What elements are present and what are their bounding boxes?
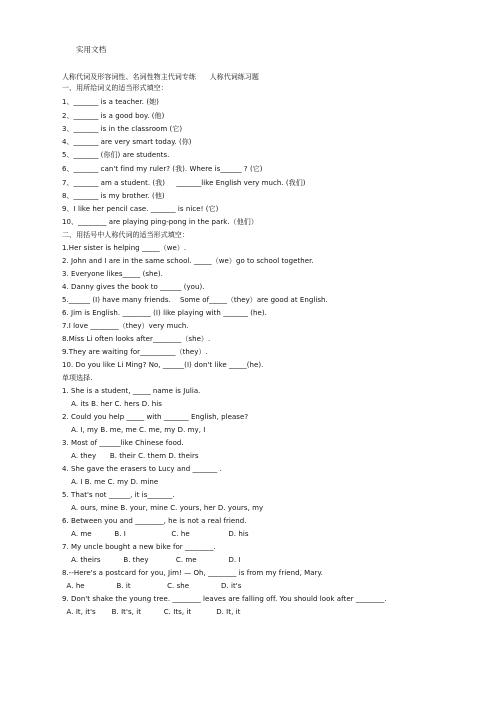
question: 1. She is a student, _____ name is Julia. xyxy=(62,387,201,395)
exercise-item: 9、I like her pencil case. _______ is nice! (它) xyxy=(62,205,219,213)
question: 3. Most of ______like Chinese food. xyxy=(62,439,184,447)
exercise-item: 7.I love ________（they）very much. xyxy=(62,322,189,330)
exercise-item: 10、________ are playing ping-pong in the park.（他们） xyxy=(62,218,258,226)
exercise-item: 5.______ (I) have many friends. Some of_____（they）are good at English. xyxy=(62,296,328,304)
section-heading: 二、用括号中人称代词的适当形式填空： xyxy=(62,231,189,239)
answer-options: A. they B. their C. them D. theirs xyxy=(62,452,199,460)
exercise-item: 2. John and I are in the same school. _____（we）go to school together. xyxy=(62,257,314,265)
question: 6. Between you and ________, he is not a real friend. xyxy=(62,517,247,525)
exercise-item: 6、_______ can't find my ruler? (我). Where is______ ? (它) xyxy=(62,165,263,173)
section-heading: 单项选择. xyxy=(62,374,93,382)
page-header: 实用文档 xyxy=(76,45,107,54)
exercise-item: 4、_______ are very smart today. (你) xyxy=(62,138,192,146)
question: 8.--Here's a postcard for you, Jim! — Oh, ________ is from my friend, Mary. xyxy=(62,569,323,577)
exercise-item: 5、_______ (你们) are students. xyxy=(62,151,170,159)
question: 4. She gave the erasers to Lucy and _______ . xyxy=(62,465,222,473)
exercise-item: 8.Miss Li often looks after________（she）. xyxy=(62,335,211,343)
exercise-item: 4. Danny gives the book to ______ (you). xyxy=(62,283,205,291)
answer-options: A. its B. her C. hers D. his xyxy=(62,400,162,408)
exercise-item: 3. Everyone likes_____ (she). xyxy=(62,270,163,278)
exercise-item: 10. Do you like Li Ming? No, ______(I) don't like _____(he). xyxy=(62,361,264,369)
answer-options: A. It, it's B. It's, it C. Its, it D. It, it xyxy=(62,608,241,616)
answer-options: A. me B. I C. he D. his xyxy=(62,530,249,538)
exercise-item: 1、_______ is a teacher. (她) xyxy=(62,98,159,106)
document-title: 人称代词及形容词性、名词性物主代词专练 人称代词练习题 xyxy=(62,73,259,81)
section-heading: 一、用所给词义的适当形式填空： xyxy=(62,84,168,92)
question: 5. That's not ______, it is_______. xyxy=(62,491,175,499)
exercise-item: 7、_______ am a student. (我) _______like English very much. (我们) xyxy=(62,179,306,187)
question: 7. My uncle bought a new bike for ________. xyxy=(62,543,216,551)
answer-options: A. I, my B. me, me C. me, my D. my, I xyxy=(62,426,206,434)
answer-options: A. I B. me C. my D. mine xyxy=(62,478,159,486)
question: 9. Don't shake the young tree. ________ leaves are falling off. You should look after ________. xyxy=(62,595,387,603)
answer-options: A. ours, mine B. your, mine C. yours, her D. yours, my xyxy=(62,504,264,512)
exercise-item: 3、_______ is in the classroom (它) xyxy=(62,125,183,133)
answer-options: A. theirs B. they C. me D. I xyxy=(62,556,241,564)
question: 2. Could you help _____ with _______ English, please? xyxy=(62,413,249,421)
exercise-item: 8、_______ is my brother. (他) xyxy=(62,192,165,200)
exercise-item: 9.They are waiting for__________（they）. xyxy=(62,348,208,356)
exercise-item: 2、_______ is a good boy. (他) xyxy=(62,112,165,120)
answer-options: A. he B. it C. she D. it's xyxy=(62,582,242,590)
exercise-item: 6. Jim is English. ________ (I) like playing with _______ (he). xyxy=(62,309,267,317)
exercise-item: 1.Her sister is helping _____（we）. xyxy=(62,244,187,252)
